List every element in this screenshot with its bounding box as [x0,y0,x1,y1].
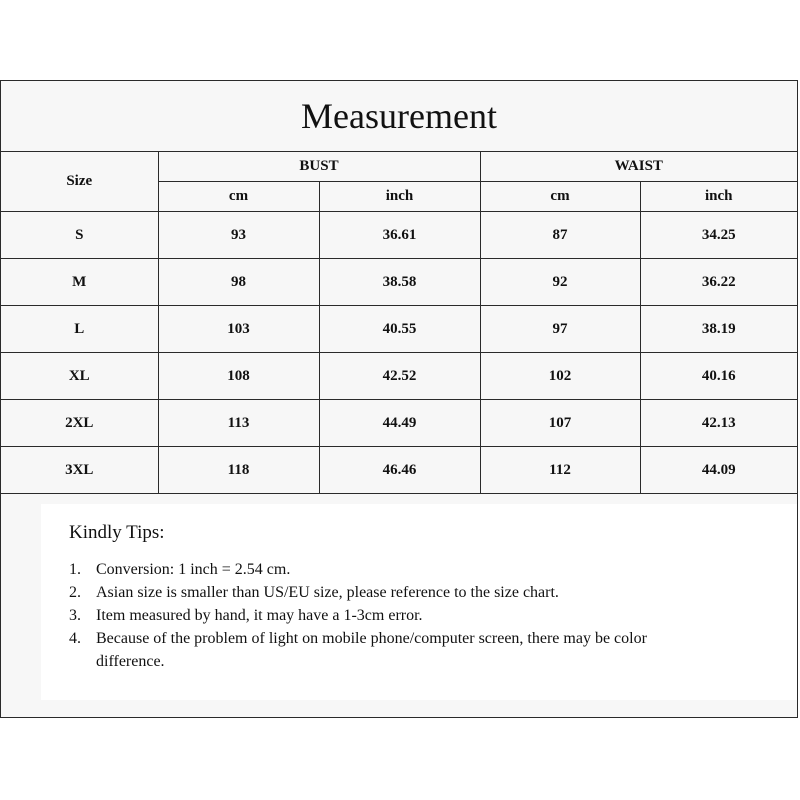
waist-inch-cell: 38.19 [640,306,797,353]
waist-inch-cell: 36.22 [640,259,797,306]
measurement-chart [0,80,798,718]
bust-inch-cell: 40.55 [319,306,480,353]
bust-inch-cell: 42.52 [319,353,480,400]
unit-header: inch [640,182,797,212]
list-item [69,627,797,673]
bust-cm-cell: 93 [158,212,319,259]
bust-inch-cell: 46.46 [319,447,480,494]
tip-number: 3. [69,607,81,624]
waist-cm-cell: 102 [480,353,640,400]
size-cell: XL [1,353,158,400]
size-cell: 3XL [1,447,158,494]
tip-text: Item measured by hand, it may have a 1-3cm error. [96,607,423,624]
waist-cm-cell: 97 [480,306,640,353]
size-table [1,152,797,494]
bust-cm-cell: 113 [158,400,319,447]
tip-number: 4. [69,630,81,647]
bust-cm-cell: 118 [158,447,319,494]
size-cell: S [1,212,158,259]
tip-text: Conversion: 1 inch = 2.54 cm. [96,561,291,578]
waist-cm-cell: 112 [480,447,640,494]
tips-title: Kindly Tips: [69,522,165,543]
bust-header: BUST [158,152,480,182]
waist-inch-cell: 40.16 [640,353,797,400]
table-header-row [1,152,797,182]
table-row [1,353,797,400]
tips-list [69,558,797,673]
table-row [1,212,797,259]
unit-header: cm [480,182,640,212]
bust-cm-cell: 98 [158,259,319,306]
list-item [69,581,797,604]
waist-cm-cell: 107 [480,400,640,447]
table-row [1,447,797,494]
unit-header: cm [158,182,319,212]
size-cell: M [1,259,158,306]
unit-header: inch [319,182,480,212]
tip-text: Asian size is smaller than US/EU size, please reference to the size chart. [96,584,559,601]
bust-inch-cell: 38.58 [319,259,480,306]
bust-inch-cell: 36.61 [319,212,480,259]
tip-number: 2. [69,584,81,601]
chart-title: Measurement [1,81,797,152]
bust-inch-cell: 44.49 [319,400,480,447]
table-row [1,400,797,447]
table-row [1,259,797,306]
waist-header: WAIST [480,152,797,182]
waist-inch-cell: 44.09 [640,447,797,494]
list-item [69,558,797,581]
table-row [1,306,797,353]
size-cell: 2XL [1,400,158,447]
waist-inch-cell: 34.25 [640,212,797,259]
bust-cm-cell: 103 [158,306,319,353]
tip-text: Because of the problem of light on mobile phone/computer screen, there may be color difference. [96,630,647,670]
size-cell: L [1,306,158,353]
bust-cm-cell: 108 [158,353,319,400]
waist-cm-cell: 92 [480,259,640,306]
waist-cm-cell: 87 [480,212,640,259]
waist-inch-cell: 42.13 [640,400,797,447]
tips-panel [41,504,797,700]
tip-number: 1. [69,561,81,578]
list-item [69,604,797,627]
size-header: Size [1,152,158,212]
